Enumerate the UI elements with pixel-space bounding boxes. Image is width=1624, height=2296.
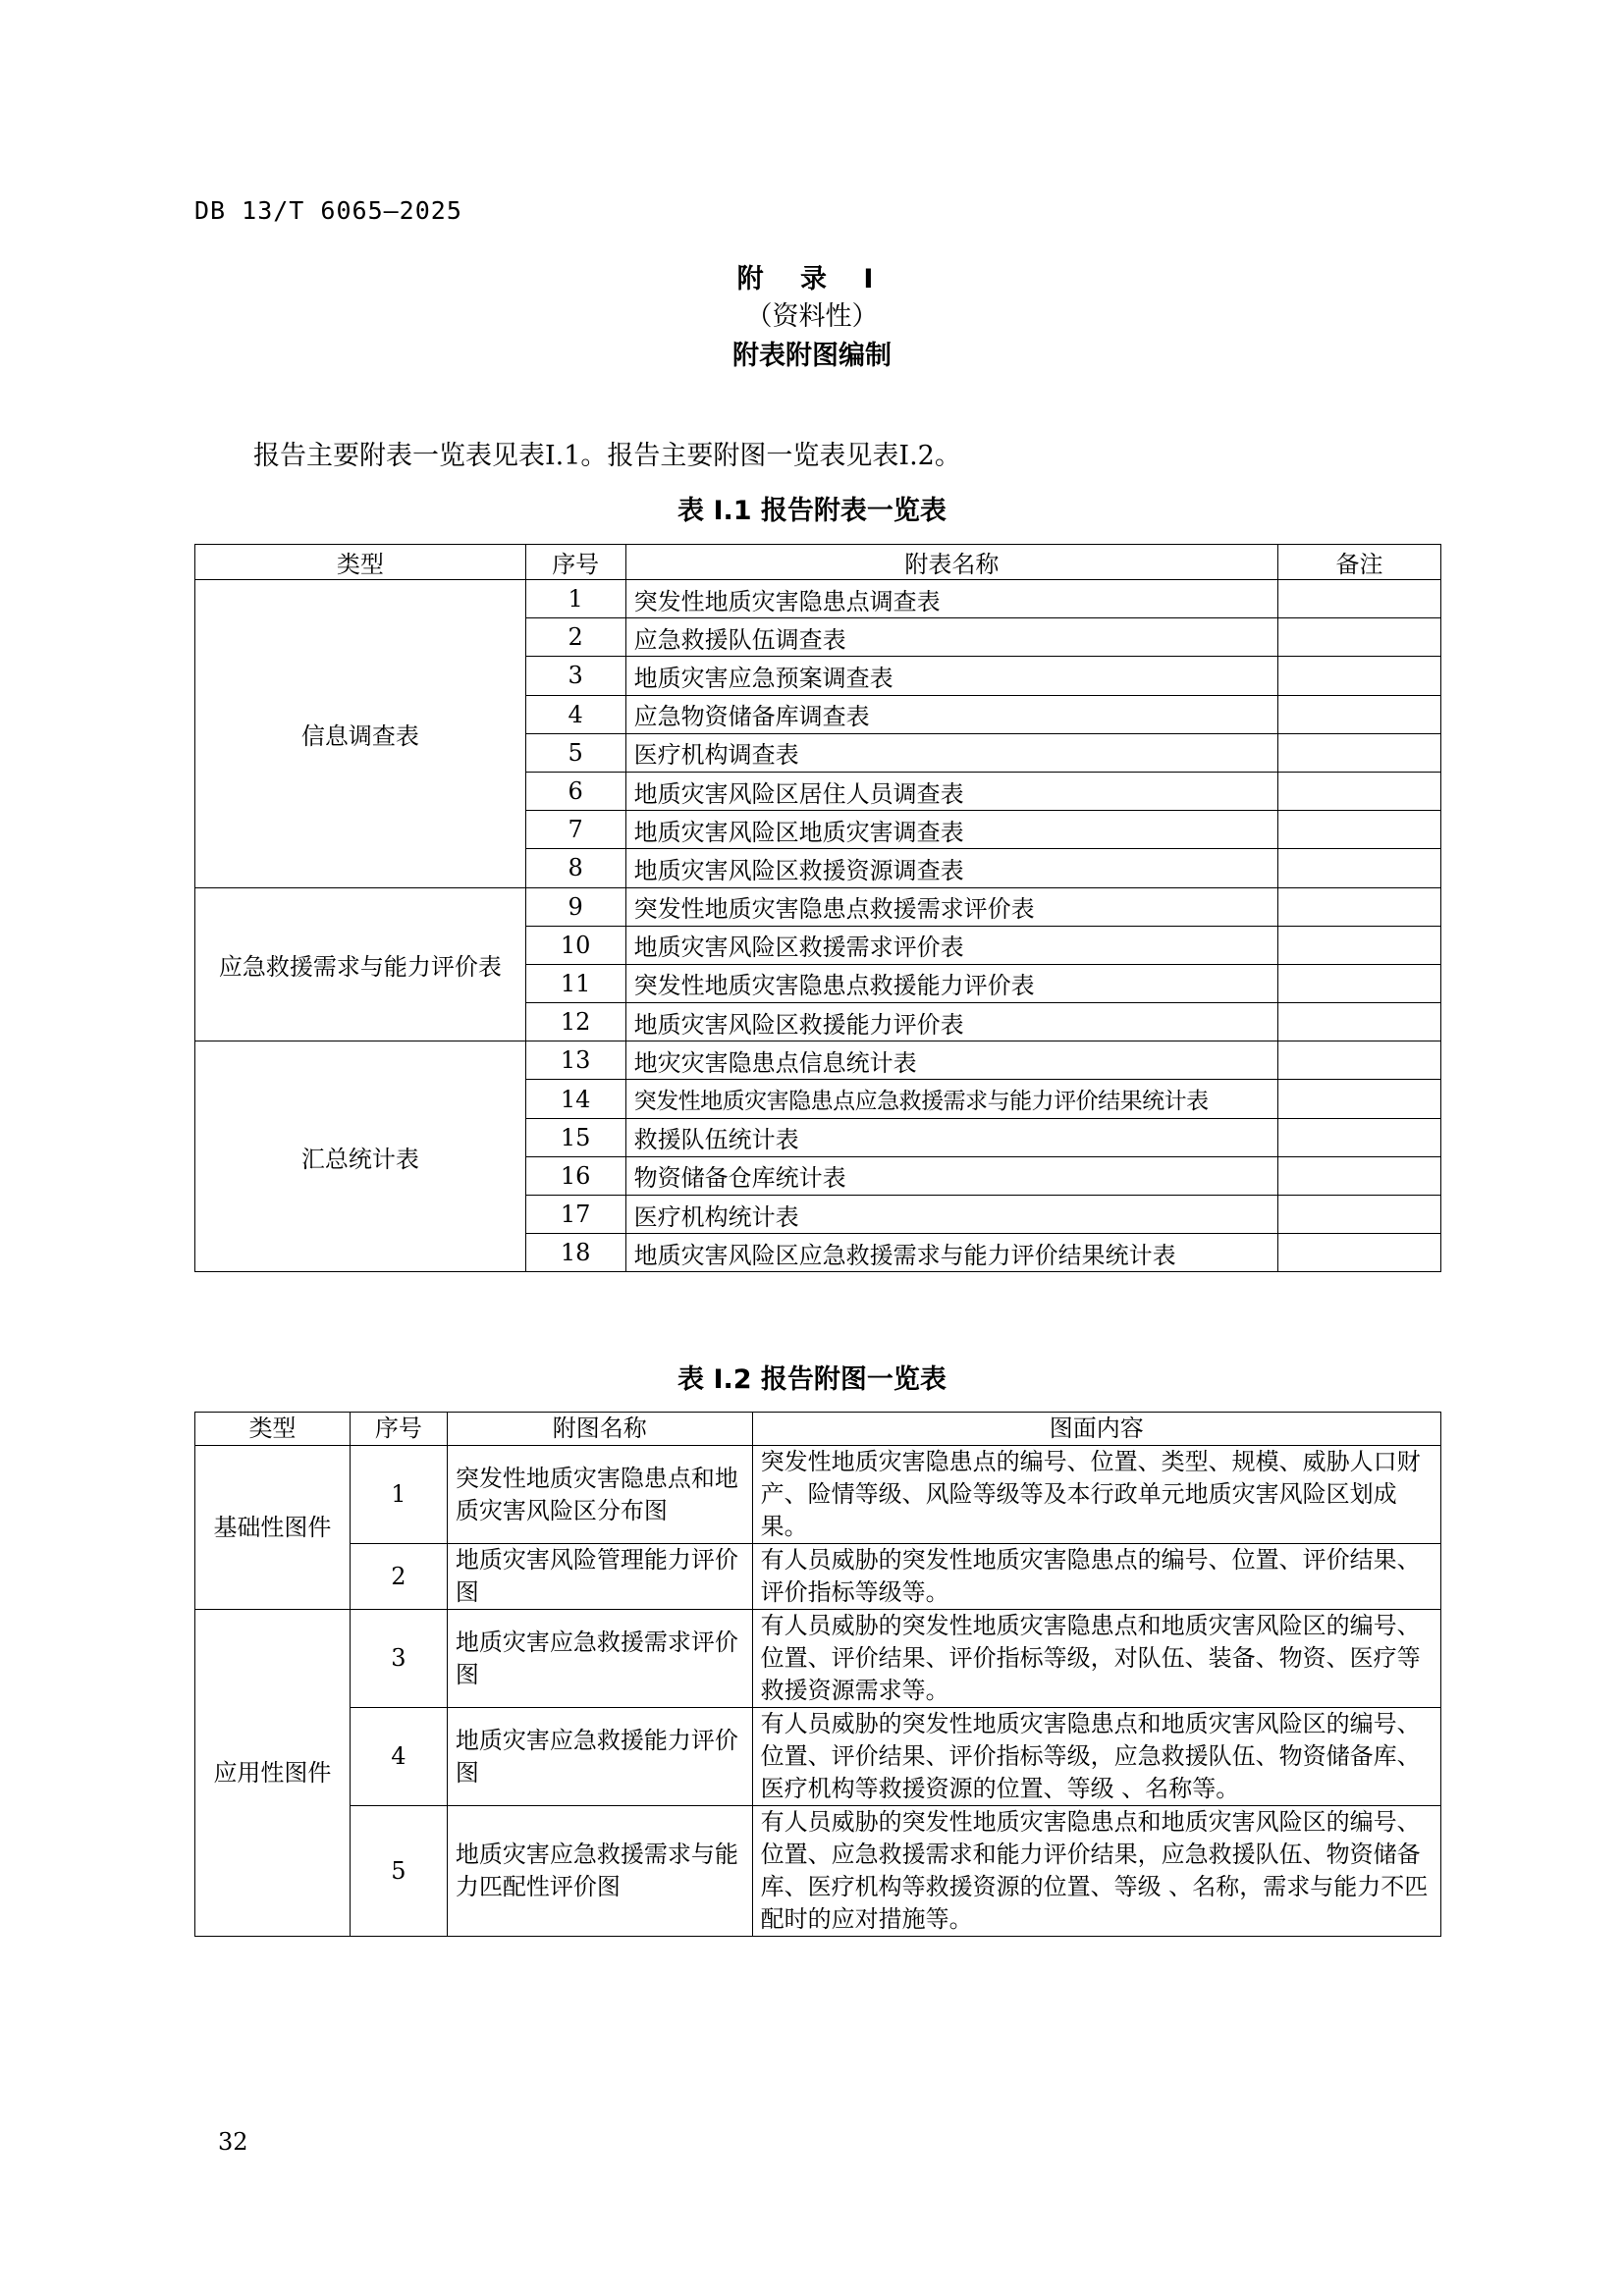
row-name: 地质灾害风险区应急救援需求与能力评价结果统计表	[625, 1234, 1277, 1272]
appendix-title: 附 录 I	[736, 264, 888, 294]
row-name: 地质灾害风险区地质灾害调查表	[625, 811, 1277, 849]
row-name: 物资储备仓库统计表	[625, 1156, 1277, 1195]
row-no: 7	[525, 811, 625, 849]
row-name: 地灾灾害隐患点信息统计表	[625, 1041, 1277, 1080]
row-remark	[1278, 887, 1441, 926]
row-content: 有人员威胁的突发性地质灾害隐患点和地质灾害风险区的编号、位置、评价结果、评价指标等级，对队伍、装备、物资、医疗等救援资源需求等。	[752, 1610, 1440, 1708]
row-remark	[1278, 964, 1441, 1002]
row-remark	[1278, 1196, 1441, 1234]
col-header-no: 序号	[525, 545, 625, 580]
row-no: 1	[350, 1446, 447, 1544]
row-no: 2	[350, 1544, 447, 1610]
col-header-type: 类型	[195, 1413, 351, 1446]
document-id: DB 13/T 6065—2025	[194, 196, 462, 225]
row-no: 18	[525, 1234, 625, 1272]
group-type: 汇总统计表	[195, 1041, 526, 1272]
row-content: 有人员威胁的突发性地质灾害隐患点和地质灾害风险区的编号、位置、评价结果、评价指标等级，应急救援队伍、物资储备库、医疗机构等救援资源的位置、等级 、名称等。	[752, 1708, 1440, 1806]
table-row	[195, 887, 1441, 926]
row-name: 地质灾害风险区救援能力评价表	[625, 1003, 1277, 1041]
col-header-remark: 备注	[1278, 545, 1441, 580]
row-name: 地质灾害应急预案调查表	[625, 657, 1277, 695]
group-type: 应急救援需求与能力评价表	[195, 887, 526, 1041]
col-header-content: 图面内容	[752, 1413, 1440, 1446]
intro-paragraph: 报告主要附表一览表见表I.1。报告主要附图一览表见表I.2。	[253, 441, 961, 471]
row-no: 14	[525, 1080, 625, 1118]
row-remark	[1278, 1080, 1441, 1118]
row-name: 地质灾害风险区救援资源调查表	[625, 849, 1277, 887]
table2-caption: 表 I.2 报告附图一览表	[677, 1364, 947, 1395]
row-no: 5	[350, 1806, 447, 1937]
table-row	[195, 580, 1441, 618]
group-type: 信息调查表	[195, 580, 526, 888]
row-remark	[1278, 1234, 1441, 1272]
row-name: 突发性地质灾害隐患点救援需求评价表	[625, 887, 1277, 926]
table-row	[195, 1544, 1441, 1610]
row-remark	[1278, 733, 1441, 772]
row-remark	[1278, 926, 1441, 964]
row-remark	[1278, 1003, 1441, 1041]
table-header-row	[195, 545, 1441, 580]
row-remark	[1278, 772, 1441, 810]
row-name: 应急物资储备库调查表	[625, 695, 1277, 733]
row-no: 12	[525, 1003, 625, 1041]
row-name: 医疗机构统计表	[625, 1196, 1277, 1234]
row-content: 突发性地质灾害隐患点的编号、位置、类型、规模、威胁人口财产、险情等级、风险等级等及本行政单元地质灾害风险区划成果。	[752, 1446, 1440, 1544]
row-remark	[1278, 1041, 1441, 1080]
row-name: 突发性地质灾害隐患点救援能力评价表	[625, 964, 1277, 1002]
page-number: 32	[218, 2128, 248, 2156]
table-row	[195, 1708, 1441, 1806]
row-content: 有人员威胁的突发性地质灾害隐患点和地质灾害风险区的编号、位置、应急救援需求和能力评价结果，应急救援队伍、物资储备库、医疗机构等救援资源的位置、等级 、名称，需求与能力不匹配时的应对措施等。	[752, 1806, 1440, 1937]
row-no: 4	[525, 695, 625, 733]
col-header-type: 类型	[195, 545, 526, 580]
row-name: 地质灾害应急救援需求与能力匹配性评价图	[447, 1806, 752, 1937]
row-no: 3	[350, 1610, 447, 1708]
attached-tables-list	[194, 544, 1441, 1272]
row-no: 10	[525, 926, 625, 964]
row-content: 有人员威胁的突发性地质灾害隐患点的编号、位置、评价结果、评价指标等级等。	[752, 1544, 1440, 1610]
col-header-name: 附表名称	[625, 545, 1277, 580]
row-no: 3	[525, 657, 625, 695]
row-name: 地质灾害应急救援需求评价图	[447, 1610, 752, 1708]
row-remark	[1278, 695, 1441, 733]
col-header-name: 附图名称	[447, 1413, 752, 1446]
row-no: 1	[525, 580, 625, 618]
row-name: 医疗机构调查表	[625, 733, 1277, 772]
table-row	[195, 1806, 1441, 1937]
table-row	[195, 1041, 1441, 1080]
row-no: 17	[525, 1196, 625, 1234]
row-no: 13	[525, 1041, 625, 1080]
row-name: 应急救援队伍调查表	[625, 618, 1277, 657]
row-name: 地质灾害风险管理能力评价图	[447, 1544, 752, 1610]
row-name: 地质灾害应急救援能力评价图	[447, 1708, 752, 1806]
row-no: 4	[350, 1708, 447, 1806]
row-no: 8	[525, 849, 625, 887]
row-name: 地质灾害风险区救援需求评价表	[625, 926, 1277, 964]
table-row	[195, 1446, 1441, 1544]
row-remark	[1278, 1156, 1441, 1195]
row-name: 突发性地质灾害隐患点应急救援需求与能力评价结果统计表	[625, 1080, 1277, 1118]
row-no: 11	[525, 964, 625, 1002]
group-type: 基础性图件	[195, 1446, 351, 1610]
group-type: 应用性图件	[195, 1610, 351, 1937]
row-remark	[1278, 1118, 1441, 1156]
row-name: 突发性地质灾害隐患点调查表	[625, 580, 1277, 618]
table1-caption: 表 I.1 报告附表一览表	[677, 496, 947, 526]
row-name: 地质灾害风险区居住人员调查表	[625, 772, 1277, 810]
appendix-nature: （资料性）	[745, 301, 879, 332]
row-remark	[1278, 580, 1441, 618]
row-no: 2	[525, 618, 625, 657]
row-no: 6	[525, 772, 625, 810]
row-no: 15	[525, 1118, 625, 1156]
appendix-subtitle: 附表附图编制	[732, 341, 892, 371]
row-name: 突发性地质灾害隐患点和地质灾害风险区分布图	[447, 1446, 752, 1544]
table-header-row	[195, 1413, 1441, 1446]
row-no: 5	[525, 733, 625, 772]
row-remark	[1278, 811, 1441, 849]
row-no: 9	[525, 887, 625, 926]
row-remark	[1278, 618, 1441, 657]
col-header-no: 序号	[350, 1413, 447, 1446]
table-row	[195, 1610, 1441, 1708]
row-no: 16	[525, 1156, 625, 1195]
row-remark	[1278, 849, 1441, 887]
row-name: 救援队伍统计表	[625, 1118, 1277, 1156]
row-remark	[1278, 657, 1441, 695]
attached-figures-list	[194, 1412, 1441, 1937]
